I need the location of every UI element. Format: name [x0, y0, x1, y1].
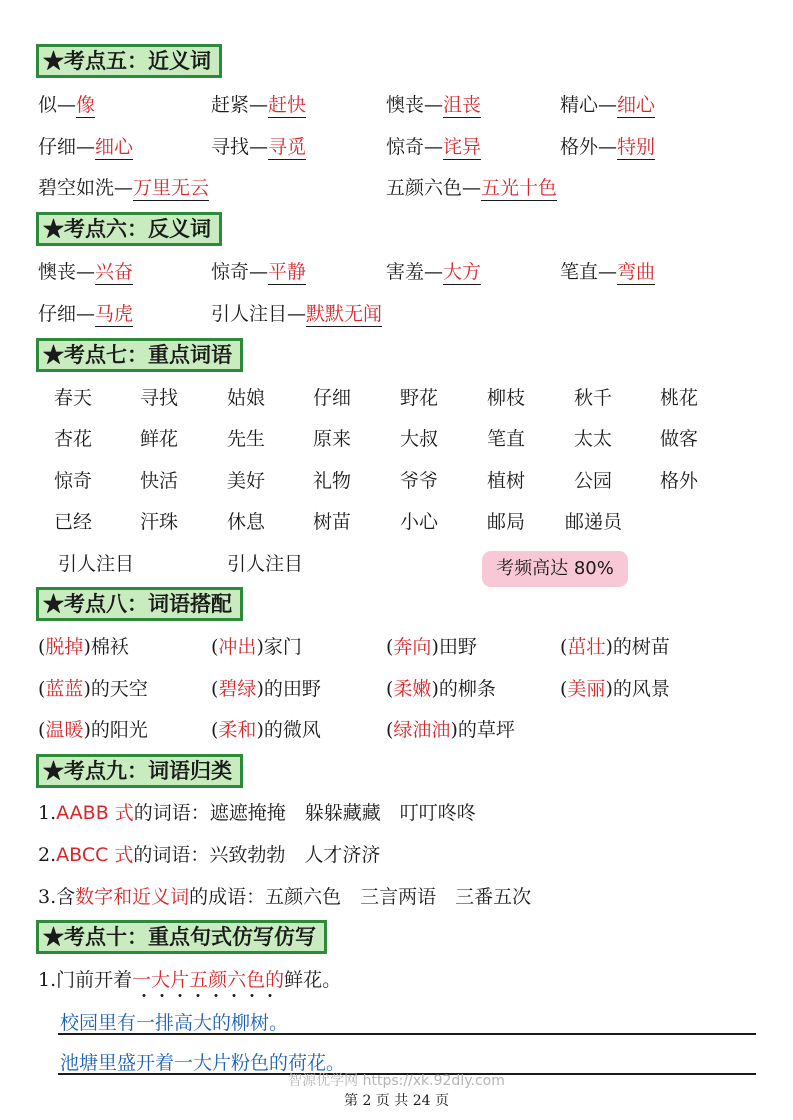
- key-word: 汗珠: [140, 511, 179, 533]
- answer-line: 校园里有一排高大的柳树。: [60, 1012, 289, 1034]
- antonym-pair: 懊丧—兴奋: [38, 261, 134, 283]
- key-word: 鲜花: [140, 428, 179, 450]
- category-line: 2.ABCC 式的词语：兴致勃勃 人才济济: [38, 844, 381, 866]
- answer-line: 池塘里盛开着一大片粉色的荷花。: [60, 1052, 346, 1074]
- antonym-pair: 引人注目—默默无闻: [211, 303, 383, 325]
- collocation: (温暖)的阳光: [38, 719, 148, 741]
- collocation: (碧绿)的田野: [211, 678, 321, 700]
- synonym-pair: 仔细—细心: [38, 136, 134, 158]
- synonym-pair: 五颜六色—五光十色: [386, 177, 558, 199]
- key-word: 惊奇: [54, 470, 93, 492]
- key-word: 美好: [227, 470, 266, 492]
- antonym-pair: 仔细—马虎: [38, 303, 134, 325]
- key-word: 太太: [574, 428, 613, 450]
- answer-underline: [58, 1033, 756, 1035]
- key-word: 引人注目: [227, 553, 304, 575]
- key-word: 格外: [660, 470, 699, 492]
- antonym-pair: 惊奇—平静: [211, 261, 307, 283]
- key-word: 做客: [660, 428, 699, 450]
- collocation: (美丽)的风景: [560, 678, 670, 700]
- antonym-pair: 笔直—弯曲: [560, 261, 656, 283]
- key-word: 树苗: [313, 511, 352, 533]
- key-word: 桃花: [660, 387, 699, 409]
- collocation: (奔向)田野: [386, 636, 477, 658]
- synonym-pair: 寻找—寻觅: [211, 136, 307, 158]
- synonym-pair: 格外—特别: [560, 136, 656, 158]
- section-heading-antonyms: ★考点六：反义词: [36, 212, 222, 246]
- watermark: 智源优学网 https://xk.92dly.com: [288, 1073, 505, 1089]
- collocation: (茁壮)的树苗: [560, 636, 670, 658]
- key-word: 礼物: [313, 470, 352, 492]
- key-word: 休息: [227, 511, 266, 533]
- key-word: 杏花: [54, 428, 93, 450]
- section-heading-synonyms: ★考点五：近义词: [36, 44, 222, 78]
- key-word: 快活: [140, 470, 179, 492]
- synonym-pair: 精心—细心: [560, 94, 656, 116]
- synonym-pair: 赶紧—赶快: [211, 94, 307, 116]
- collocation: (绿油油)的草坪: [386, 719, 515, 741]
- collocation: (蓝蓝)的天空: [38, 678, 148, 700]
- key-word: 春天: [54, 387, 93, 409]
- synonym-pair: 碧空如洗—万里无云: [38, 177, 210, 199]
- frequency-badge: 考频高达 80%: [482, 551, 628, 587]
- category-line: 1.AABB 式的词语：遮遮掩掩 躲躲藏藏 叮叮咚咚: [38, 802, 476, 824]
- key-word: 邮局: [487, 511, 526, 533]
- key-word: 公园: [574, 470, 613, 492]
- collocation: (柔和)的微风: [211, 719, 321, 741]
- synonym-pair: 懊丧—沮丧: [386, 94, 482, 116]
- synonym-pair: 惊奇—诧异: [386, 136, 482, 158]
- key-word: 爷爷: [400, 470, 439, 492]
- key-word: 秋千: [574, 387, 613, 409]
- key-word: 大叔: [400, 428, 439, 450]
- section-heading-sentence-imitation: ★考点十：重点句式仿写仿写: [36, 920, 327, 954]
- key-word: 笔直: [487, 428, 526, 450]
- key-word: 小心: [400, 511, 439, 533]
- key-word: 原来: [313, 428, 352, 450]
- section-heading-key-words: ★考点七：重点词语: [36, 338, 243, 372]
- key-word: 先生: [227, 428, 266, 450]
- key-word: 邮递员: [565, 511, 623, 533]
- synonym-pair: 似—像: [38, 94, 96, 116]
- section-heading-collocations: ★考点八：词语搭配: [36, 587, 243, 621]
- key-word: 已经: [54, 511, 93, 533]
- page-number: 第 2 页 共 24 页: [344, 1093, 449, 1109]
- key-word: 仔细: [313, 387, 352, 409]
- key-word: 植树: [487, 470, 526, 492]
- antonym-pair: 害羞—大方: [386, 261, 482, 283]
- key-word: 姑娘: [227, 387, 266, 409]
- collocation: (脱掉)棉袄: [38, 636, 129, 658]
- key-word: 柳枝: [487, 387, 526, 409]
- section-heading-categories: ★考点九：词语归类: [36, 754, 243, 788]
- key-word: 引人注目: [58, 553, 135, 575]
- category-line: 3.含数字和近义词的成语：五颜六色 三言两语 三番五次: [38, 886, 532, 908]
- sentence-example: 1.门前开着一大片五颜六色的鲜花。: [38, 968, 341, 992]
- key-word: 野花: [400, 387, 439, 409]
- collocation: (冲出)家门: [211, 636, 302, 658]
- collocation: (柔嫩)的柳条: [386, 678, 496, 700]
- key-word: 寻找: [140, 387, 179, 409]
